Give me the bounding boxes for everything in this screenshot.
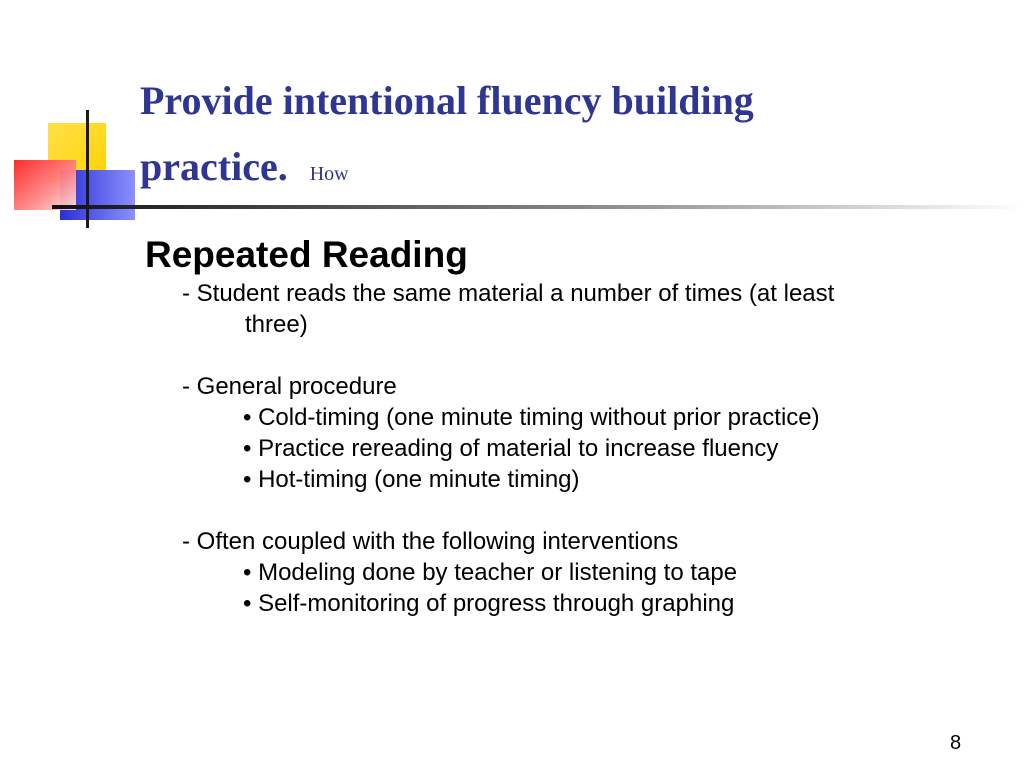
title-line-1: Provide intentional fluency building	[140, 78, 754, 123]
vertical-rule	[86, 110, 89, 228]
page-number: 8	[950, 732, 962, 754]
list-item-3: - Often coupled with the following interventions	[182, 528, 679, 555]
sub-bullet-modeling: • Modeling done by teacher or listening to tape	[243, 559, 738, 586]
title-line-2	[140, 134, 1000, 207]
red-square	[14, 160, 76, 210]
sub-bullet-practice-rereading: • Practice rereading of material to increase fluency	[243, 435, 779, 462]
sub-bullet-hot-timing: • Hot-timing (one minute timing)	[243, 466, 580, 493]
list-item-1-line-1: - Student reads the same material a number of times (at least	[182, 280, 835, 307]
list-item-1-line-2: three)	[245, 311, 308, 338]
slide-body	[145, 232, 1005, 619]
section-heading: Repeated Reading	[145, 234, 468, 275]
list-item-2: - General procedure	[182, 373, 397, 400]
sub-bullet-self-monitoring: • Self-monitoring of progress through graphing	[243, 590, 735, 617]
sub-bullet-cold-timing: • Cold-timing (one minute timing without prior practice)	[243, 404, 820, 431]
title-subtitle: How	[309, 163, 349, 185]
title-line-2-text: practice.	[140, 144, 288, 189]
slide-title	[140, 68, 1000, 207]
